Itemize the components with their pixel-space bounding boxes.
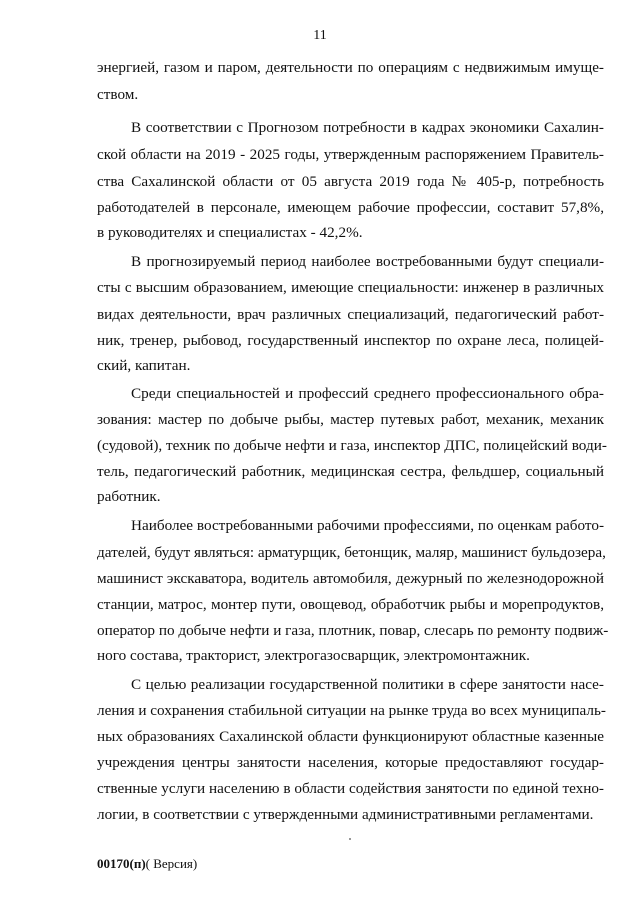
text-line: энергией, газом и паром, деятельности по операциям с недвижимым имуще- [97, 59, 604, 76]
text-line: в руководителях и специалистах - 42,2%. [97, 224, 363, 241]
text-line: ственные услуги населению в области содействия занятости по единой техно- [97, 780, 604, 797]
text-line: ской области на 2019 - 2025 годы, утвержденным распоряжением Правитель- [97, 146, 604, 163]
text-line: работодателей в персонале, имеющем рабочие профессии, составит 57,8%, [97, 199, 604, 216]
text-line: оператор по добыче нефти и газа, плотник, повар, слесарь по ремонту подвиж- [97, 622, 609, 639]
scan-speck [349, 838, 351, 840]
text-line: (судовой), техник по добыче нефти и газа, инспектор ДПС, полицейский води- [97, 437, 607, 454]
text-line: ский, капитан. [97, 357, 191, 374]
text-line: станции, матрос, монтер пути, овощевод, обработчик рыбы и морепродуктов, [97, 596, 604, 613]
text-line: машинист экскаватора, водитель автомобиля, дежурный по железнодорожной [97, 570, 604, 587]
text-line: ник, тренер, рыбовод, государственный инспектор по охране леса, полицей- [97, 332, 604, 349]
text-line: зования: мастер по добыче рыбы, мастер путевых работ, механик, механик [97, 411, 604, 428]
document-footer [97, 856, 197, 872]
text-line: С целью реализации государственной политики в сфере занятости насе- [131, 676, 604, 693]
text-line: ных образованиях Сахалинской области функционируют областные казенные [97, 728, 604, 745]
text-line: Среди специальностей и профессий среднего профессионального обра- [131, 385, 604, 402]
document-version-label: ( Версия) [145, 856, 198, 871]
text-line: ления и сохранения стабильной ситуации на рынке труда во всех муниципаль- [97, 702, 606, 719]
text-line: ством. [97, 86, 139, 103]
document-code: 00170(п) [97, 856, 146, 871]
page-number: 11 [313, 28, 327, 43]
text-line: ного состава, тракторист, электрогазосварщик, электромонтажник. [97, 647, 530, 664]
text-line: сты с высшим образованием, имеющие специальности: инженер в различных [97, 279, 604, 296]
text-line: Наиболее востребованными рабочими профессиями, по оценкам работо- [131, 517, 604, 534]
text-line: дателей, будут являться: арматурщик, бетонщик, маляр, машинист бульдозера, [97, 544, 606, 561]
text-line: видах деятельности, врач различных специализаций, педагогический работ- [97, 306, 604, 323]
text-line: В соответствии с Прогнозом потребности в кадрах экономики Сахалин- [131, 119, 604, 136]
text-line: тель, педагогический работник, медицинская сестра, фельдшер, социальный [97, 463, 604, 480]
text-line: ства Сахалинской области от 05 августа 2019 года № 405-р, потребность [97, 173, 604, 190]
text-line: работник. [97, 488, 161, 505]
text-line: В прогнозируемый период наиболее востребованными будут специали- [131, 253, 604, 270]
text-line: логии, в соответствии с утвержденными административными регламентами. [97, 806, 594, 823]
text-line: учреждения центры занятости населения, которые предоставляют государ- [97, 754, 604, 771]
